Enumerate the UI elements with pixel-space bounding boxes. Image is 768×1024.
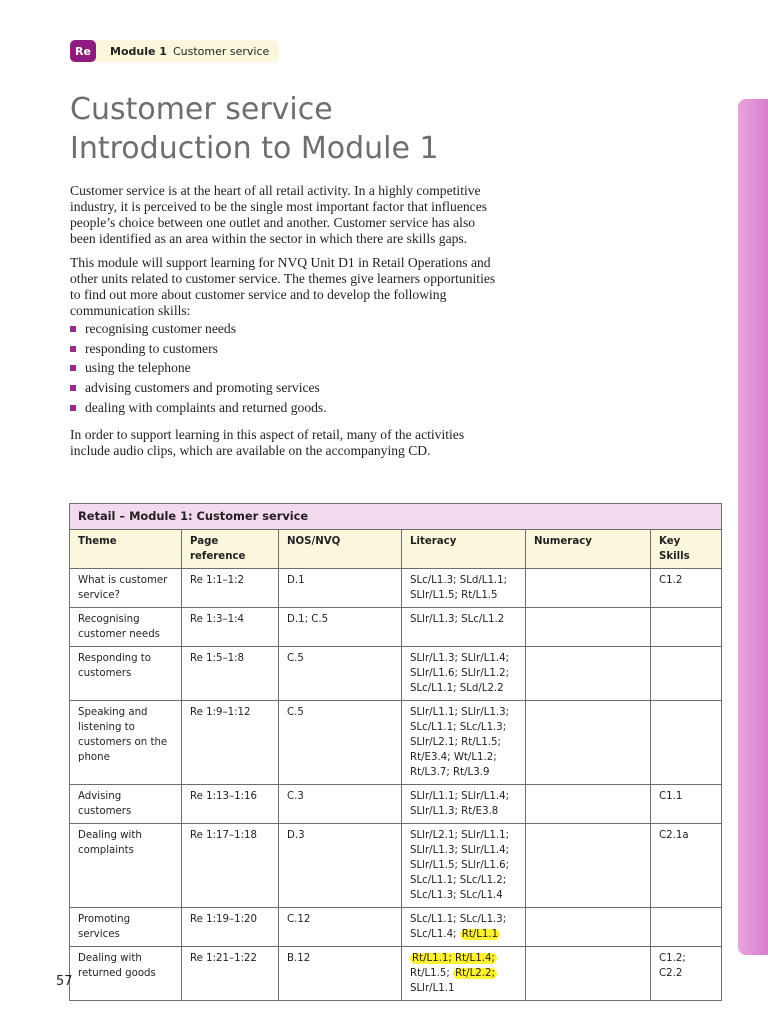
cell-numeracy	[526, 947, 651, 1001]
cell-numeracy	[526, 824, 651, 908]
cell-nos: D.1	[279, 569, 402, 608]
table-row	[70, 908, 722, 947]
cell-theme: What is customer service?	[70, 569, 182, 608]
cell-nos: C.3	[279, 785, 402, 824]
list-item: dealing with complaints and returned goods.	[70, 400, 500, 420]
cell-page: Re 1:17–1:18	[182, 824, 279, 908]
cell-nos: C.12	[279, 908, 402, 947]
cell-literacy: SLlr/L1.3; SLlr/L1.4; SLlr/L1.6; SLlr/L1.2; SLc/L1.1; SLd/L2.2	[402, 647, 526, 701]
highlighted-text: Rt/L1.1	[461, 929, 499, 940]
cell-literacy: Rt/L1.1; Rt/L1.4; Rt/L1.5; Rt/L2.2; SLlr/L1.1	[402, 947, 526, 1001]
cell-key-skills: C2.1a	[651, 824, 722, 908]
cell-literacy: SLlr/L1.3; SLc/L1.2	[402, 608, 526, 647]
cell-key-skills: C1.2; C2.2	[651, 947, 722, 1001]
cell-key-skills	[651, 608, 722, 647]
table-row	[70, 947, 722, 1001]
cell-nos: B.12	[279, 947, 402, 1001]
cell-nos: C.5	[279, 647, 402, 701]
header-theme: Theme	[70, 530, 182, 569]
cell-page: Re 1:21–1:22	[182, 947, 279, 1001]
cell-key-skills: C1.2	[651, 569, 722, 608]
table-row	[70, 569, 722, 608]
header-literacy: Literacy	[402, 530, 526, 569]
cell-literacy: SLlr/L2.1; SLlr/L1.1; SLlr/L1.3; SLlr/L1.4; SLlr/L1.5; SLlr/L1.6; SLc/L1.1; SLc/L1.2; SLc/L1.3; SLc/L1.4	[402, 824, 526, 908]
cell-page: Re 1:3–1:4	[182, 608, 279, 647]
cell-literacy: SLc/L1.1; SLc/L1.3; SLc/L1.4; Rt/L1.1	[402, 908, 526, 947]
cell-numeracy	[526, 608, 651, 647]
cell-literacy: SLlr/L1.1; SLlr/L1.4; SLlr/L1.3; Rt/E3.8	[402, 785, 526, 824]
cell-theme: Responding to customers	[70, 647, 182, 701]
cell-page: Re 1:19–1:20	[182, 908, 279, 947]
bullet-square-icon	[70, 405, 76, 411]
bullet-square-icon	[70, 365, 76, 371]
bullet-square-icon	[70, 346, 76, 352]
side-tab-decoration	[738, 99, 768, 955]
cell-nos: D.3	[279, 824, 402, 908]
re-badge: Re	[70, 40, 96, 62]
table-caption-row	[70, 504, 722, 530]
module-title: Customer service	[172, 44, 270, 58]
cell-numeracy	[526, 785, 651, 824]
bullet-square-icon	[70, 385, 76, 391]
cell-theme: Dealing with returned goods	[70, 947, 182, 1001]
page-title	[70, 90, 439, 168]
cell-key-skills	[651, 647, 722, 701]
table-row	[70, 701, 722, 785]
list-item: responding to customers	[70, 341, 500, 361]
cell-nos: C.5	[279, 701, 402, 785]
module-label: Module 1	[110, 44, 167, 58]
table-row	[70, 647, 722, 701]
intro-paragraph-2: This module will support learning for NVQ Unit D1 in Retail Operations and other units related to customer service. The themes give learners opportunities to find out more about customer service and to develop the following communication skills:	[70, 255, 496, 318]
cell-theme: Speaking and listening to customers on the phone	[70, 701, 182, 785]
module-pill	[92, 40, 279, 62]
cell-key-skills: C1.1	[651, 785, 722, 824]
cell-numeracy	[526, 647, 651, 701]
highlighted-text: Rt/L1.1; Rt/L1.4;	[412, 953, 495, 964]
cell-literacy: SLlr/L1.1; SLlr/L1.3; SLc/L1.1; SLc/L1.3; SLlr/L2.1; Rt/L1.5; Rt/E3.4; Wt/L1.2; Rt/L3.7; Rt/L3.9	[402, 701, 526, 785]
list-item: using the telephone	[70, 360, 500, 380]
table-caption: Retail – Module 1: Customer service	[70, 504, 722, 530]
intro-text	[70, 183, 500, 467]
cell-key-skills	[651, 701, 722, 785]
bullet-square-icon	[70, 326, 76, 332]
header-nos-nvq: NOS/NVQ	[279, 530, 402, 569]
title-line-2: Introduction to Module 1	[70, 131, 439, 166]
cell-page: Re 1:5–1:8	[182, 647, 279, 701]
skills-list	[70, 321, 500, 419]
title-line-1: Customer service	[70, 92, 333, 127]
cell-literacy: SLc/L1.3; SLd/L1.1; SLlr/L1.5; Rt/L1.5	[402, 569, 526, 608]
intro-paragraph-3: In order to support learning in this aspect of retail, many of the activities include audio clips, which are available on the accompanying CD.	[70, 427, 465, 459]
cell-page: Re 1:9–1:12	[182, 701, 279, 785]
list-item: recognising customer needs	[70, 321, 500, 341]
table-row	[70, 785, 722, 824]
table-header-row	[70, 530, 722, 569]
cell-nos: D.1; C.5	[279, 608, 402, 647]
module-table	[69, 503, 721, 1001]
cell-numeracy	[526, 908, 651, 947]
list-item: advising customers and promoting services	[70, 380, 500, 400]
cell-page: Re 1:1–1:2	[182, 569, 279, 608]
table-row	[70, 608, 722, 647]
cell-page: Re 1:13–1:16	[182, 785, 279, 824]
highlighted-text: Rt/L2.2;	[455, 968, 495, 979]
cell-theme: Promoting services	[70, 908, 182, 947]
header-key-skills: Key Skills	[651, 530, 722, 569]
header-page-reference: Page reference	[182, 530, 279, 569]
page-number: 57	[56, 974, 73, 989]
cell-numeracy	[526, 701, 651, 785]
cell-key-skills	[651, 908, 722, 947]
cell-theme: Recognising customer needs	[70, 608, 182, 647]
module-header-tab	[70, 39, 279, 63]
header-numeracy: Numeracy	[526, 530, 651, 569]
cell-theme: Advising customers	[70, 785, 182, 824]
cell-theme: Dealing with complaints	[70, 824, 182, 908]
table-row	[70, 824, 722, 908]
cell-numeracy	[526, 569, 651, 608]
intro-paragraph-1: Customer service is at the heart of all retail activity. In a highly competitive industry, it is perceived to be the single most important factor that influences people’s choice between one outlet and another. Customer service has also been identified as an area within the sector in which there are skills gaps.	[70, 183, 488, 246]
